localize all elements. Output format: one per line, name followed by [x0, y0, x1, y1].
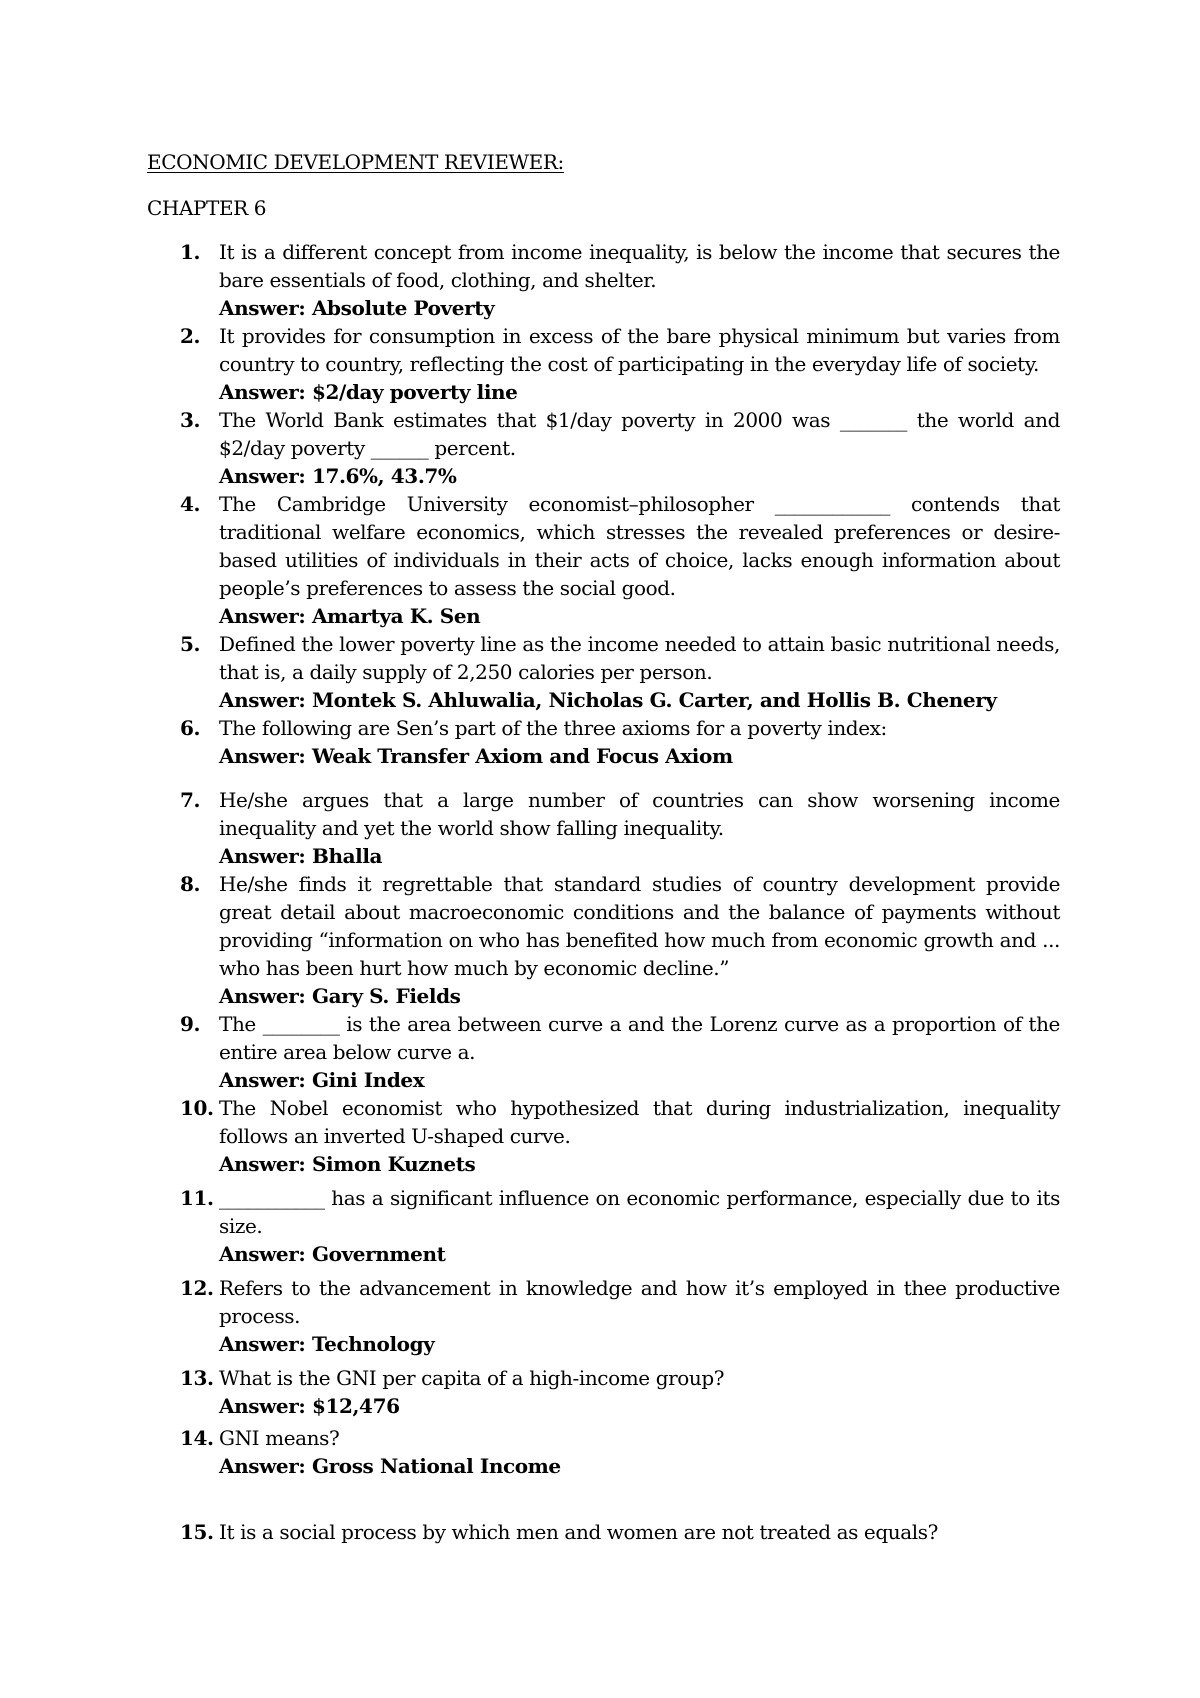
question-text: He/she finds it regrettable that standard studies of country development provide great detail about macroeconomic conditions and the balance of payments without providing “information on who has benefited how much from economic growth and ... who has been hurt how much by economic decline.”	[219, 872, 1060, 980]
question-text: The following are Sen’s part of the three axioms for a poverty index:	[219, 716, 887, 740]
question-item	[180, 1184, 1060, 1268]
question-number: 3.	[180, 408, 201, 432]
question-text: The Cambridge University economist–philosopher ____________ contends that traditional welfare economics, which stresses the revealed preferences or desire-based utilities of individuals in their acts of choice, lacks enough information about people’s preferences to assess the social good.	[219, 492, 1060, 600]
answer-text: Answer: Amartya K. Sen	[219, 604, 481, 628]
question-text: What is the GNI per capita of a high-income group?	[219, 1366, 725, 1390]
question-text: Defined the lower poverty line as the income needed to attain basic nutritional needs, that is, a daily supply of 2,250 calories per person.	[219, 632, 1060, 684]
question-text: ___________ has a significant influence on economic performance, especially due to its size.	[219, 1186, 1060, 1238]
question-item	[180, 1424, 1060, 1480]
question-item	[180, 238, 1060, 322]
question-item	[180, 786, 1060, 870]
chapter-heading: CHAPTER 6	[147, 196, 267, 220]
question-item	[180, 1518, 1060, 1546]
document-title: ECONOMIC DEVELOPMENT REVIEWER:	[147, 150, 564, 174]
question-text: GNI means?	[219, 1426, 340, 1450]
question-number: 8.	[180, 872, 201, 896]
question-item	[180, 1274, 1060, 1358]
question-number: 6.	[180, 716, 201, 740]
answer-text: Answer: Gini Index	[219, 1068, 425, 1092]
question-number: 12.	[180, 1276, 214, 1300]
question-number: 10.	[180, 1096, 214, 1120]
question-item	[180, 322, 1060, 406]
answer-text: Answer: Technology	[219, 1332, 435, 1356]
question-text: The World Bank estimates that $1/day poverty in 2000 was _______ the world and $2/day poverty ______ percent.	[219, 408, 1060, 460]
answer-text: Answer: $12,476	[219, 1394, 400, 1418]
question-text: The Nobel economist who hypothesized that during industrialization, inequality follows an inverted U-shaped curve.	[219, 1096, 1060, 1148]
question-number: 4.	[180, 492, 201, 516]
answer-text: Answer: Absolute Poverty	[219, 296, 495, 320]
question-item	[180, 630, 1060, 714]
question-number: 9.	[180, 1012, 201, 1036]
question-item	[180, 1010, 1060, 1094]
question-item	[180, 1364, 1060, 1420]
question-number: 7.	[180, 788, 201, 812]
answer-text: Answer: $2/day poverty line	[219, 380, 518, 404]
question-text: It is a different concept from income inequality, is below the income that secures the bare essentials of food, clothing, and shelter.	[219, 240, 1060, 292]
answer-text: Answer: Bhalla	[219, 844, 383, 868]
answer-text: Answer: Gary S. Fields	[219, 984, 461, 1008]
question-number: 15.	[180, 1520, 214, 1544]
question-number: 11.	[180, 1186, 214, 1210]
answer-text: Answer: Simon Kuznets	[219, 1152, 476, 1176]
question-text: It provides for consumption in excess of the bare physical minimum but varies from country to country, reflecting the cost of participating in the everyday life of society.	[219, 324, 1060, 376]
question-item	[180, 870, 1060, 1010]
question-number: 5.	[180, 632, 201, 656]
question-number: 1.	[180, 240, 201, 264]
question-text: He/she argues that a large number of countries can show worsening income inequality and yet the world show falling inequality.	[219, 788, 1060, 840]
question-text: The ________ is the area between curve a and the Lorenz curve as a proportion of the entire area below curve a.	[219, 1012, 1060, 1064]
question-item	[180, 406, 1060, 490]
question-number: 2.	[180, 324, 201, 348]
question-text: Refers to the advancement in knowledge and how it’s employed in thee productive process.	[219, 1276, 1060, 1328]
answer-text: Answer: 17.6%, 43.7%	[219, 464, 457, 488]
answer-text: Answer: Montek S. Ahluwalia, Nicholas G. Carter, and Hollis B. Chenery	[219, 688, 997, 712]
answer-text: Answer: Government	[219, 1242, 446, 1266]
answer-text: Answer: Weak Transfer Axiom and Focus Axiom	[219, 744, 733, 768]
question-number: 13.	[180, 1366, 214, 1390]
question-number: 14.	[180, 1426, 214, 1450]
question-item	[180, 1094, 1060, 1178]
question-text: It is a social process by which men and women are not treated as equals?	[219, 1520, 938, 1544]
question-item	[180, 490, 1060, 630]
question-item	[180, 714, 1060, 770]
answer-text: Answer: Gross National Income	[219, 1454, 561, 1478]
